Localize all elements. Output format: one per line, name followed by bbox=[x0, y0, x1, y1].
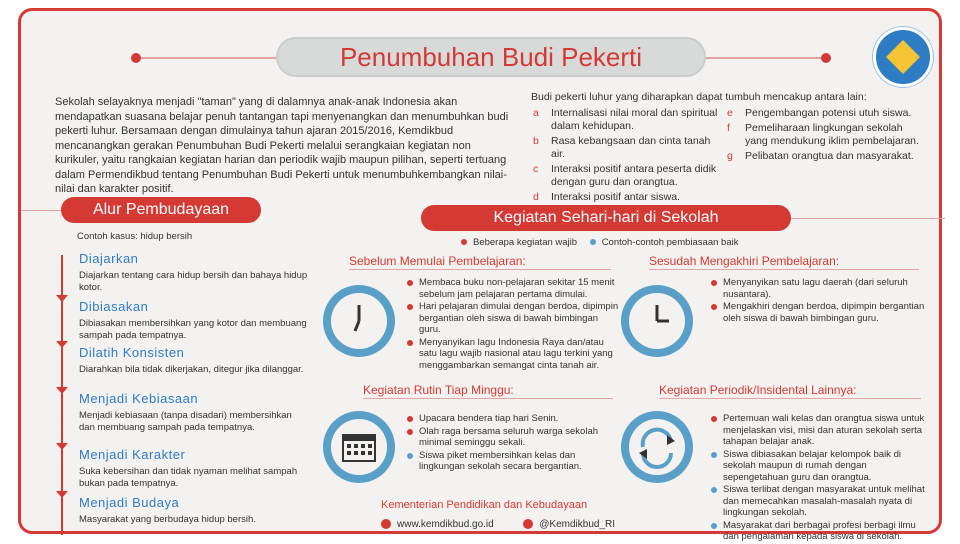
periodic-title: Kegiatan Periodik/Insidental Lainnya: bbox=[659, 383, 857, 397]
value-item bbox=[529, 191, 719, 204]
value-letter: g bbox=[727, 150, 733, 162]
activity-item: Upacara bendera tiap hari Senin. bbox=[407, 413, 621, 425]
footer bbox=[381, 499, 615, 530]
value-letter: a bbox=[533, 107, 539, 119]
footer-website[interactable]: www.kemdikbud.go.id bbox=[397, 519, 494, 530]
activity-item: Siswa terlibat dengan masyarakat untuk melihat dan memecahkan masalah-masalah nyata di lingkungan sekolah. bbox=[711, 484, 925, 519]
weekly-line bbox=[363, 398, 613, 399]
alur-step-title: Menjadi Karakter bbox=[79, 447, 186, 462]
weekly-list bbox=[407, 413, 621, 474]
periodic-list bbox=[711, 413, 925, 544]
title-dot-left bbox=[131, 53, 141, 63]
infographic-frame bbox=[18, 8, 942, 542]
title-line-right bbox=[706, 57, 826, 59]
weekly-title: Kegiatan Rutin Tiap Minggu: bbox=[363, 383, 514, 397]
footer-org: Kementerian Pendidikan dan Kebudayaan bbox=[381, 499, 588, 511]
values-list-right bbox=[723, 107, 923, 165]
activity-item: Mengakhiri dengan berdoa, dipimpin bergantian oleh siswa di bawah bimbingan guru. bbox=[711, 301, 925, 324]
alur-arrow-icon bbox=[56, 491, 68, 498]
alur-arrow-icon bbox=[56, 387, 68, 394]
value-text: Rasa kebangsaan dan cinta tanah air. bbox=[551, 135, 711, 160]
before-list bbox=[407, 277, 621, 372]
alur-arrow-icon bbox=[56, 443, 68, 450]
legend-required-dot bbox=[461, 239, 467, 245]
value-item bbox=[529, 135, 719, 161]
alur-step-text: Diarahkan bila tidak dikerjakan, ditegur jika dilanggar. bbox=[79, 364, 304, 375]
value-item bbox=[723, 122, 923, 148]
activity-item: Olah raga bersama seluruh warga sekolah minimal seminggu sekali. bbox=[407, 426, 621, 449]
activity-item: Menyanyikan satu lagu daerah (dari seluruh nusantara). bbox=[711, 277, 925, 300]
value-item bbox=[529, 107, 719, 133]
alur-step-title: Dibiasakan bbox=[79, 299, 149, 314]
value-text: Internalisasi nilai moral dan spiritual dalam kehidupan. bbox=[551, 107, 718, 132]
activity-item: Hari pelajaran dimulai dengan berdoa, dipimpin bergantian oleh siswa di bawah bimbingan guru. bbox=[407, 301, 621, 336]
value-letter: e bbox=[727, 107, 733, 119]
kegiatan-legend bbox=[451, 237, 738, 248]
clock-icon-after bbox=[621, 285, 693, 357]
after-list bbox=[711, 277, 925, 325]
after-title: Sesudah Mengakhiri Pembelajaran: bbox=[649, 254, 840, 268]
alur-step bbox=[79, 345, 309, 376]
after-line bbox=[649, 269, 919, 270]
alur-step-title: Menjadi Kebiasaan bbox=[79, 391, 199, 406]
alur-step-title: Dilatih Konsisten bbox=[79, 345, 185, 360]
alur-step-text: Masyarakat yang berbudaya hidup bersih. bbox=[79, 514, 256, 525]
activity-item: Masyarakat dari berbagai profesi berbagi ilmu dan pengalaman kepada siswa di sekolah. bbox=[711, 520, 925, 543]
value-item bbox=[529, 163, 719, 189]
refresh-icon bbox=[621, 411, 693, 483]
intro-text: Sekolah selayaknya menjadi "taman" yang di dalamnya anak-anak Indonesia akan mendapatkan suasana belajar penuh tantangan tapi menyenangkan dan menumbuhkan budi pekerti luhur. Bersamaan dengan dimulainya tahun ajaran 2015/2016, Kemdikbud mencanangkan gerakan Penumbuhan Budi Pekerti melalui serangkaian kegiatan non kurikuler, yaitu rangkaian kegiatan harian dan periodik wajib maupun pilihan, seperti tertuang dalam Permendikbud tentang Penumbuhan Budi Pekerti untuk menumbuhkembangkan nilai-nilai dan karakter positif. bbox=[55, 96, 509, 195]
alur-title: Alur Pembudayaan bbox=[61, 197, 261, 223]
alur-step bbox=[79, 495, 309, 526]
periodic-line bbox=[659, 398, 921, 399]
activity-item: Membaca buku non-pelajaran sekitar 15 menit sebelum jam pelajaran pertama dimulai. bbox=[407, 277, 621, 300]
alur-step-text: Diajarkan tentang cara hidup bersih dan bahaya hidup kotor. bbox=[79, 270, 308, 293]
alur-arrow-icon bbox=[56, 295, 68, 302]
activity-item: Siswa piket membersihkan kelas dan lingkungan sekolah secara bergantian. bbox=[407, 450, 621, 473]
legend-example-dot bbox=[590, 239, 596, 245]
globe-icon bbox=[381, 519, 391, 529]
value-letter: b bbox=[533, 135, 539, 147]
alur-step bbox=[79, 251, 309, 294]
value-item bbox=[723, 107, 923, 120]
value-text: Pengembangan potensi utuh siswa. bbox=[745, 107, 912, 119]
before-title: Sebelum Memulai Pembelajaran: bbox=[349, 254, 526, 268]
title-dot-right bbox=[821, 53, 831, 63]
values-list-left bbox=[529, 107, 719, 206]
kegiatan-title: Kegiatan Sehari-hari di Sekolah bbox=[421, 205, 791, 231]
clock-icon-before bbox=[323, 285, 395, 357]
value-text: Interaksi positif antar siswa. bbox=[551, 191, 680, 203]
value-letter: f bbox=[727, 122, 730, 134]
alur-step-text: Menjadi kebiasaan (tanpa disadari) membersihkan dan membuang sampah pada tempatnya. bbox=[79, 410, 292, 433]
alur-step bbox=[79, 299, 309, 342]
title-bar bbox=[276, 37, 706, 77]
alur-arrow-icon bbox=[56, 341, 68, 348]
value-text: Pelibatan orangtua dan masyarakat. bbox=[745, 150, 914, 162]
legend-example: Contoh-contoh pembiasaan baik bbox=[601, 237, 739, 248]
value-text: Pemeliharaan lingkungan sekolah yang mendukung iklim pembelajaran. bbox=[745, 122, 919, 147]
kemdikbud-logo bbox=[873, 27, 933, 87]
title-line-left bbox=[136, 57, 276, 59]
twitter-icon bbox=[523, 519, 533, 529]
value-item bbox=[723, 150, 923, 163]
value-letter: d bbox=[533, 191, 539, 203]
value-letter: c bbox=[533, 163, 539, 175]
activity-item: Siswa dibiasakan belajar kelompok baik di sekolah maupun di rumah dengan sepengetahuan guru dan orangtua. bbox=[711, 449, 925, 484]
alur-example: Contoh kasus: hidup bersih bbox=[77, 231, 193, 242]
calendar-icon bbox=[323, 411, 395, 483]
alur-step bbox=[79, 447, 309, 490]
alur-step-text: Suka kebersihan dan tidak nyaman melihat sampah bukan pada tempatnya. bbox=[79, 466, 298, 489]
alur-step-title: Menjadi Budaya bbox=[79, 495, 180, 510]
legend-required: Beberapa kegiatan wajib bbox=[473, 237, 578, 248]
value-text: Interaksi positif antara peserta didik dengan guru dan orangtua. bbox=[551, 163, 717, 188]
alur-step-title: Diajarkan bbox=[79, 251, 139, 266]
before-line bbox=[349, 269, 611, 270]
alur-step bbox=[79, 391, 309, 434]
footer-twitter[interactable]: @Kemdikbud_RI bbox=[539, 519, 616, 530]
page-title: Penumbuhan Budi Pekerti bbox=[339, 42, 643, 72]
values-heading: Budi pekerti luhur yang diharapkan dapat tumbuh mencakup antara lain: bbox=[531, 91, 867, 103]
alur-step-text: Dibiasakan membersihkan yang kotor dan membuang sampah pada tempatnya. bbox=[79, 318, 307, 341]
activity-item: Pertemuan wali kelas dan orangtua siswa untuk menjelaskan visi, misi dan aturan sekolah serta tahapan belajar anak. bbox=[711, 413, 925, 448]
activity-item: Menyanyikan lagu Indonesia Raya dan/atau satu lagu wajib nasional atau lagu terkini yang menggambarkan semangat cinta tanah air. bbox=[407, 337, 621, 372]
